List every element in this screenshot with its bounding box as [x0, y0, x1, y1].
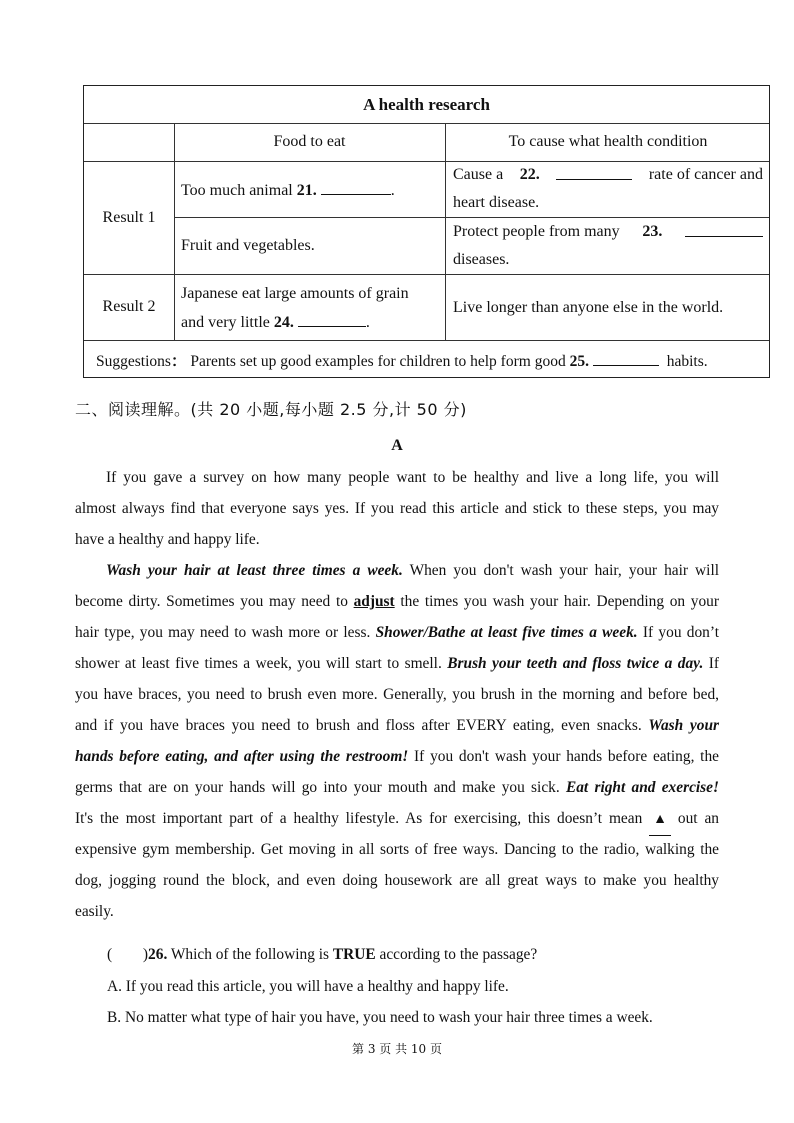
- text-span: Which of the following is: [167, 946, 333, 963]
- blank-number-22: 22.: [519, 166, 540, 183]
- text-line: [75, 555, 719, 586]
- text-span: When you don't wash your hair, your hair will: [402, 562, 719, 579]
- answer-blank-25[interactable]: [593, 347, 659, 366]
- answer-blank-21[interactable]: [321, 176, 391, 195]
- text-line: [75, 803, 719, 834]
- blank-number-25: 25.: [569, 353, 589, 370]
- text-line: [75, 617, 719, 648]
- table-rule: [84, 340, 769, 341]
- option-b[interactable]: B. No matter what type of hair you have, you need to wash your hair three times a week.: [107, 1009, 653, 1026]
- text-span: shower at least five times a week, you will start to smell.: [75, 655, 448, 672]
- text-span: If: [703, 655, 719, 672]
- text-span: hair type, you may need to wash more or less.: [75, 624, 376, 641]
- suggestions-label: Suggestions: [96, 353, 171, 370]
- cell-text: diseases.: [453, 251, 510, 268]
- health-research-table: [83, 85, 770, 378]
- cell-text: Protect people from many: [453, 223, 620, 240]
- table-rule: [84, 123, 769, 124]
- text-span: according to the passage?: [375, 946, 538, 963]
- text-span: If you don’t: [637, 624, 719, 641]
- text-span: It's the most important part of a healthy lifestyle. As for exercising, this doesn’t mean: [75, 810, 650, 827]
- text-line: [75, 648, 719, 679]
- answer-blank-22[interactable]: [556, 161, 632, 180]
- col-header-food: Food to eat: [273, 133, 346, 150]
- blank-number-21: 21.: [296, 182, 317, 199]
- text-line: you have braces, you need to brush even more. Generally, you brush in the morning and before bed,: [75, 686, 719, 703]
- tip-heading: Eat right and exercise!: [565, 779, 719, 796]
- paragraph-1: [75, 462, 719, 555]
- suggestions-row: [96, 347, 756, 376]
- triangle-blank-marker[interactable]: ▲: [649, 804, 671, 836]
- answer-paren[interactable]: ( ): [107, 946, 149, 963]
- text-line: dog, jogging round the block, and even doing housework are all great ways to make you healthy: [75, 872, 719, 889]
- blank-number-23: 23.: [642, 223, 663, 240]
- underlined-word: adjust: [353, 593, 395, 610]
- table-title: A health research: [363, 95, 490, 114]
- tip-heading: Wash your: [648, 717, 719, 734]
- cell-r2-condition: Live longer than anyone else in the world.: [453, 299, 724, 316]
- text-span: the times you wash your hair. Depending on your: [394, 593, 719, 610]
- text-line: have a healthy and happy life.: [75, 531, 260, 548]
- paragraph-2: [75, 555, 719, 927]
- row-label-result-1: Result 1: [102, 209, 156, 226]
- text-line: expensive gym membership. Get moving in all sorts of free ways. Dancing to the radio, walking the: [75, 841, 719, 858]
- cell-r1b-food: Fruit and vegetables.: [181, 237, 315, 254]
- text-line: [75, 772, 719, 803]
- text-span: and if you have braces you need to brush and floss after EVERY eating, even snacks.: [75, 717, 649, 734]
- tip-heading: Brush your teeth and floss twice a day.: [447, 655, 704, 672]
- text-span: TRUE: [332, 946, 376, 963]
- cell-text: ：: [170, 353, 187, 370]
- cell-r1a-condition: [453, 161, 763, 217]
- cell-text: and very little: [181, 314, 270, 331]
- text-span: out an: [671, 810, 719, 827]
- blank-number-24: 24.: [273, 314, 294, 331]
- cell-text: habits.: [666, 353, 708, 370]
- cell-r2-food: [181, 280, 409, 337]
- cell-text: .: [390, 182, 395, 199]
- text-line: If you gave a survey on how many people want to be healthy and live a long life, you will: [106, 469, 719, 486]
- option-a[interactable]: A. If you read this article, you will have a healthy and happy life.: [107, 978, 509, 995]
- cell-text: Too much animal: [181, 182, 293, 199]
- answer-blank-24[interactable]: [298, 308, 366, 327]
- tip-heading: hands before eating, and after using the restroom!: [75, 748, 409, 765]
- text-span: germs that are on your hands will go into your mouth and make you sick.: [75, 779, 566, 796]
- cell-text: rate of cancer and: [648, 166, 763, 183]
- col-header-condition: To cause what health condition: [508, 133, 708, 150]
- row-label-result-2: Result 2: [102, 298, 156, 315]
- text-line: [75, 741, 719, 772]
- text-line: easily.: [75, 903, 114, 920]
- cell-text: Parents set up good examples for children to help form good: [190, 353, 566, 370]
- cell-text: Cause a: [453, 166, 504, 183]
- page-footer: 第 3 页 共 10 页: [352, 1042, 442, 1056]
- cell-text: heart disease.: [453, 194, 540, 211]
- table-rule: [84, 274, 769, 275]
- cell-r1b-condition: [453, 218, 763, 274]
- text-span: become dirty. Sometimes you may need to: [75, 593, 354, 610]
- section-title: 二、阅读理解。(共 20 小题,每小题 2.5 分,计 50 分): [75, 400, 467, 419]
- text-span: If you don't wash your hands before eating, the: [408, 748, 719, 765]
- cell-text: Japanese eat large amounts of grain: [181, 285, 409, 302]
- text-line: [75, 710, 719, 741]
- tip-heading: Shower/Bathe at least five times a week.: [375, 624, 638, 641]
- text-line: almost always find that everyone says yes. If you read this article and stick to these steps, you may: [75, 500, 719, 517]
- cell-r1a-food: [181, 176, 395, 205]
- passage-label: A: [391, 437, 403, 454]
- text-line: [75, 586, 719, 617]
- question-26-stem: [107, 944, 537, 966]
- question-number: 26.: [148, 946, 168, 963]
- tip-heading: Wash your hair at least three times a week.: [106, 562, 403, 579]
- answer-blank-23[interactable]: [685, 218, 763, 237]
- cell-text: .: [365, 314, 370, 331]
